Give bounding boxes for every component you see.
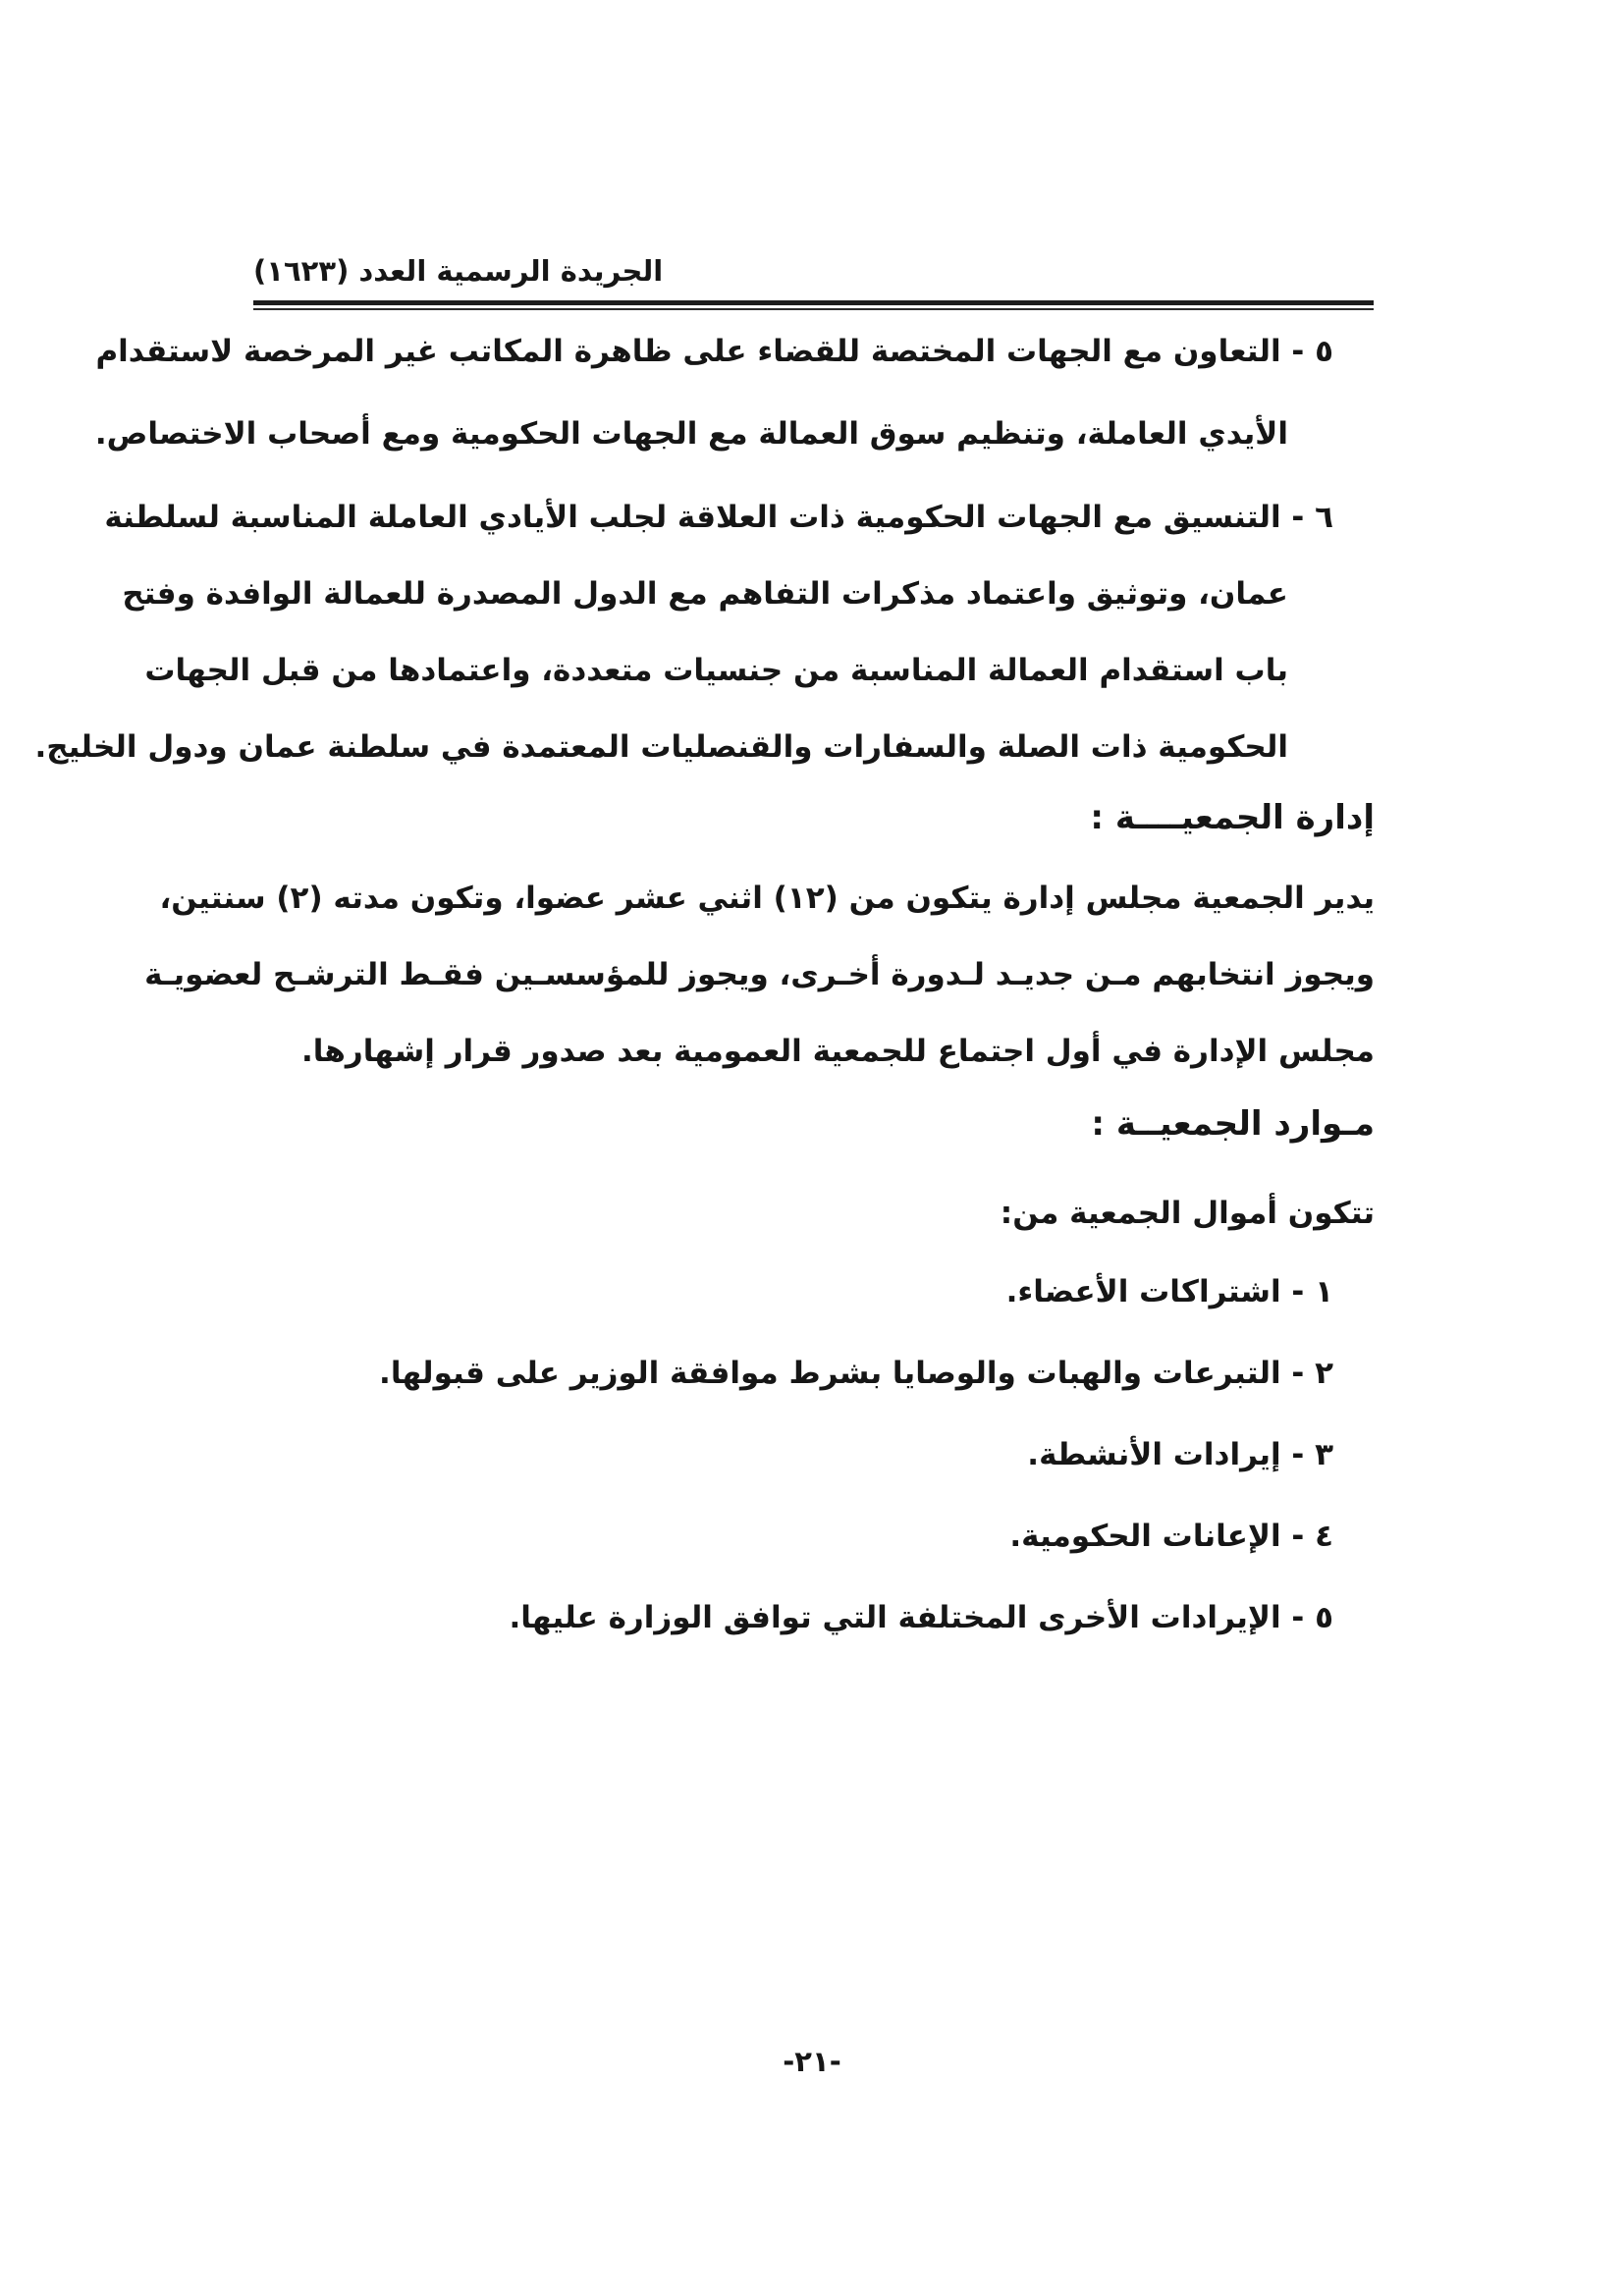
clause-5-line-1: ٥ - التعاون مع الجهات المختصة للقضاء على ظاهرة المكاتب غير المرخصة لاستقدام	[95, 334, 1333, 369]
clause-6-line-4: الحكومية ذات الصلة والسفارات والقنصليات المعتمدة في سلطنة عمان ودول الخليج.	[34, 729, 1288, 765]
clause-6-line-1: ٦ - التنسيق مع الجهات الحكومية ذات العلاقة لجلب الأيادي العاملة المناسبة لسلطنة	[104, 500, 1333, 535]
header-rule	[253, 300, 1374, 310]
resource-item-1: ١ - اشتراكات الأعضاء.	[1005, 1274, 1333, 1309]
clause-6-line-3: باب استقدام العمالة المناسبة من جنسيات متعددة، واعتمادها من قبل الجهات	[144, 653, 1288, 688]
administration-line-2: ويجوز انتخابهم مـن جديـد لـدورة أخـرى، ويجوز للمؤسسـين فقـط الترشـح لعضويـة	[144, 957, 1375, 992]
resource-item-5: ٥ - الإيرادات الأخرى المختلفة التي توافق الوزارة عليها.	[509, 1600, 1333, 1635]
resource-item-2: ٢ - التبرعات والهبات والوصايا بشرط موافقة الوزير على قبولها.	[379, 1356, 1333, 1391]
resources-list	[241, 1254, 1375, 1656]
masthead-title: الجريدة الرسمية العدد (١٦٢٣)	[253, 254, 664, 288]
clause-6-line-2: عمان، وتوثيق واعتماد مذكرات التفاهم مع الدول المصدرة للعمالة الوافدة وفتح	[122, 576, 1288, 612]
resource-item-4: ٤ - الإعانات الحكومية.	[1009, 1519, 1333, 1554]
clause-6	[34, 479, 1375, 785]
resource-item-3: ٣ - إيرادات الأنشطة.	[1027, 1437, 1333, 1472]
section-heading-resources: مـوارد الجمعيــة :	[1091, 1104, 1375, 1144]
administration-paragraph	[144, 860, 1375, 1090]
resources-intro: تتكون أموال الجمعية من:	[1000, 1196, 1375, 1231]
administration-line-3: مجلس الإدارة في أول اجتماع للجمعية العمومية بعد صدور قرار إشهارها.	[300, 1034, 1375, 1069]
clause-5	[94, 310, 1375, 475]
section-heading-administration: إدارة الجمعيــــة :	[1090, 798, 1375, 837]
clause-5-line-2: الأيدي العاملة، وتنظيم سوق العمالة مع الجهات الحكومية ومع أصحاب الاختصاص.	[94, 416, 1288, 452]
header-rule-thick	[253, 300, 1374, 305]
page-number: -٢١-	[783, 2045, 841, 2078]
administration-line-1: يدير الجمعية مجلس إدارة يتكون من (١٢) اثني عشر عضوا، وتكون مدته (٢) سنتين،	[159, 881, 1375, 916]
